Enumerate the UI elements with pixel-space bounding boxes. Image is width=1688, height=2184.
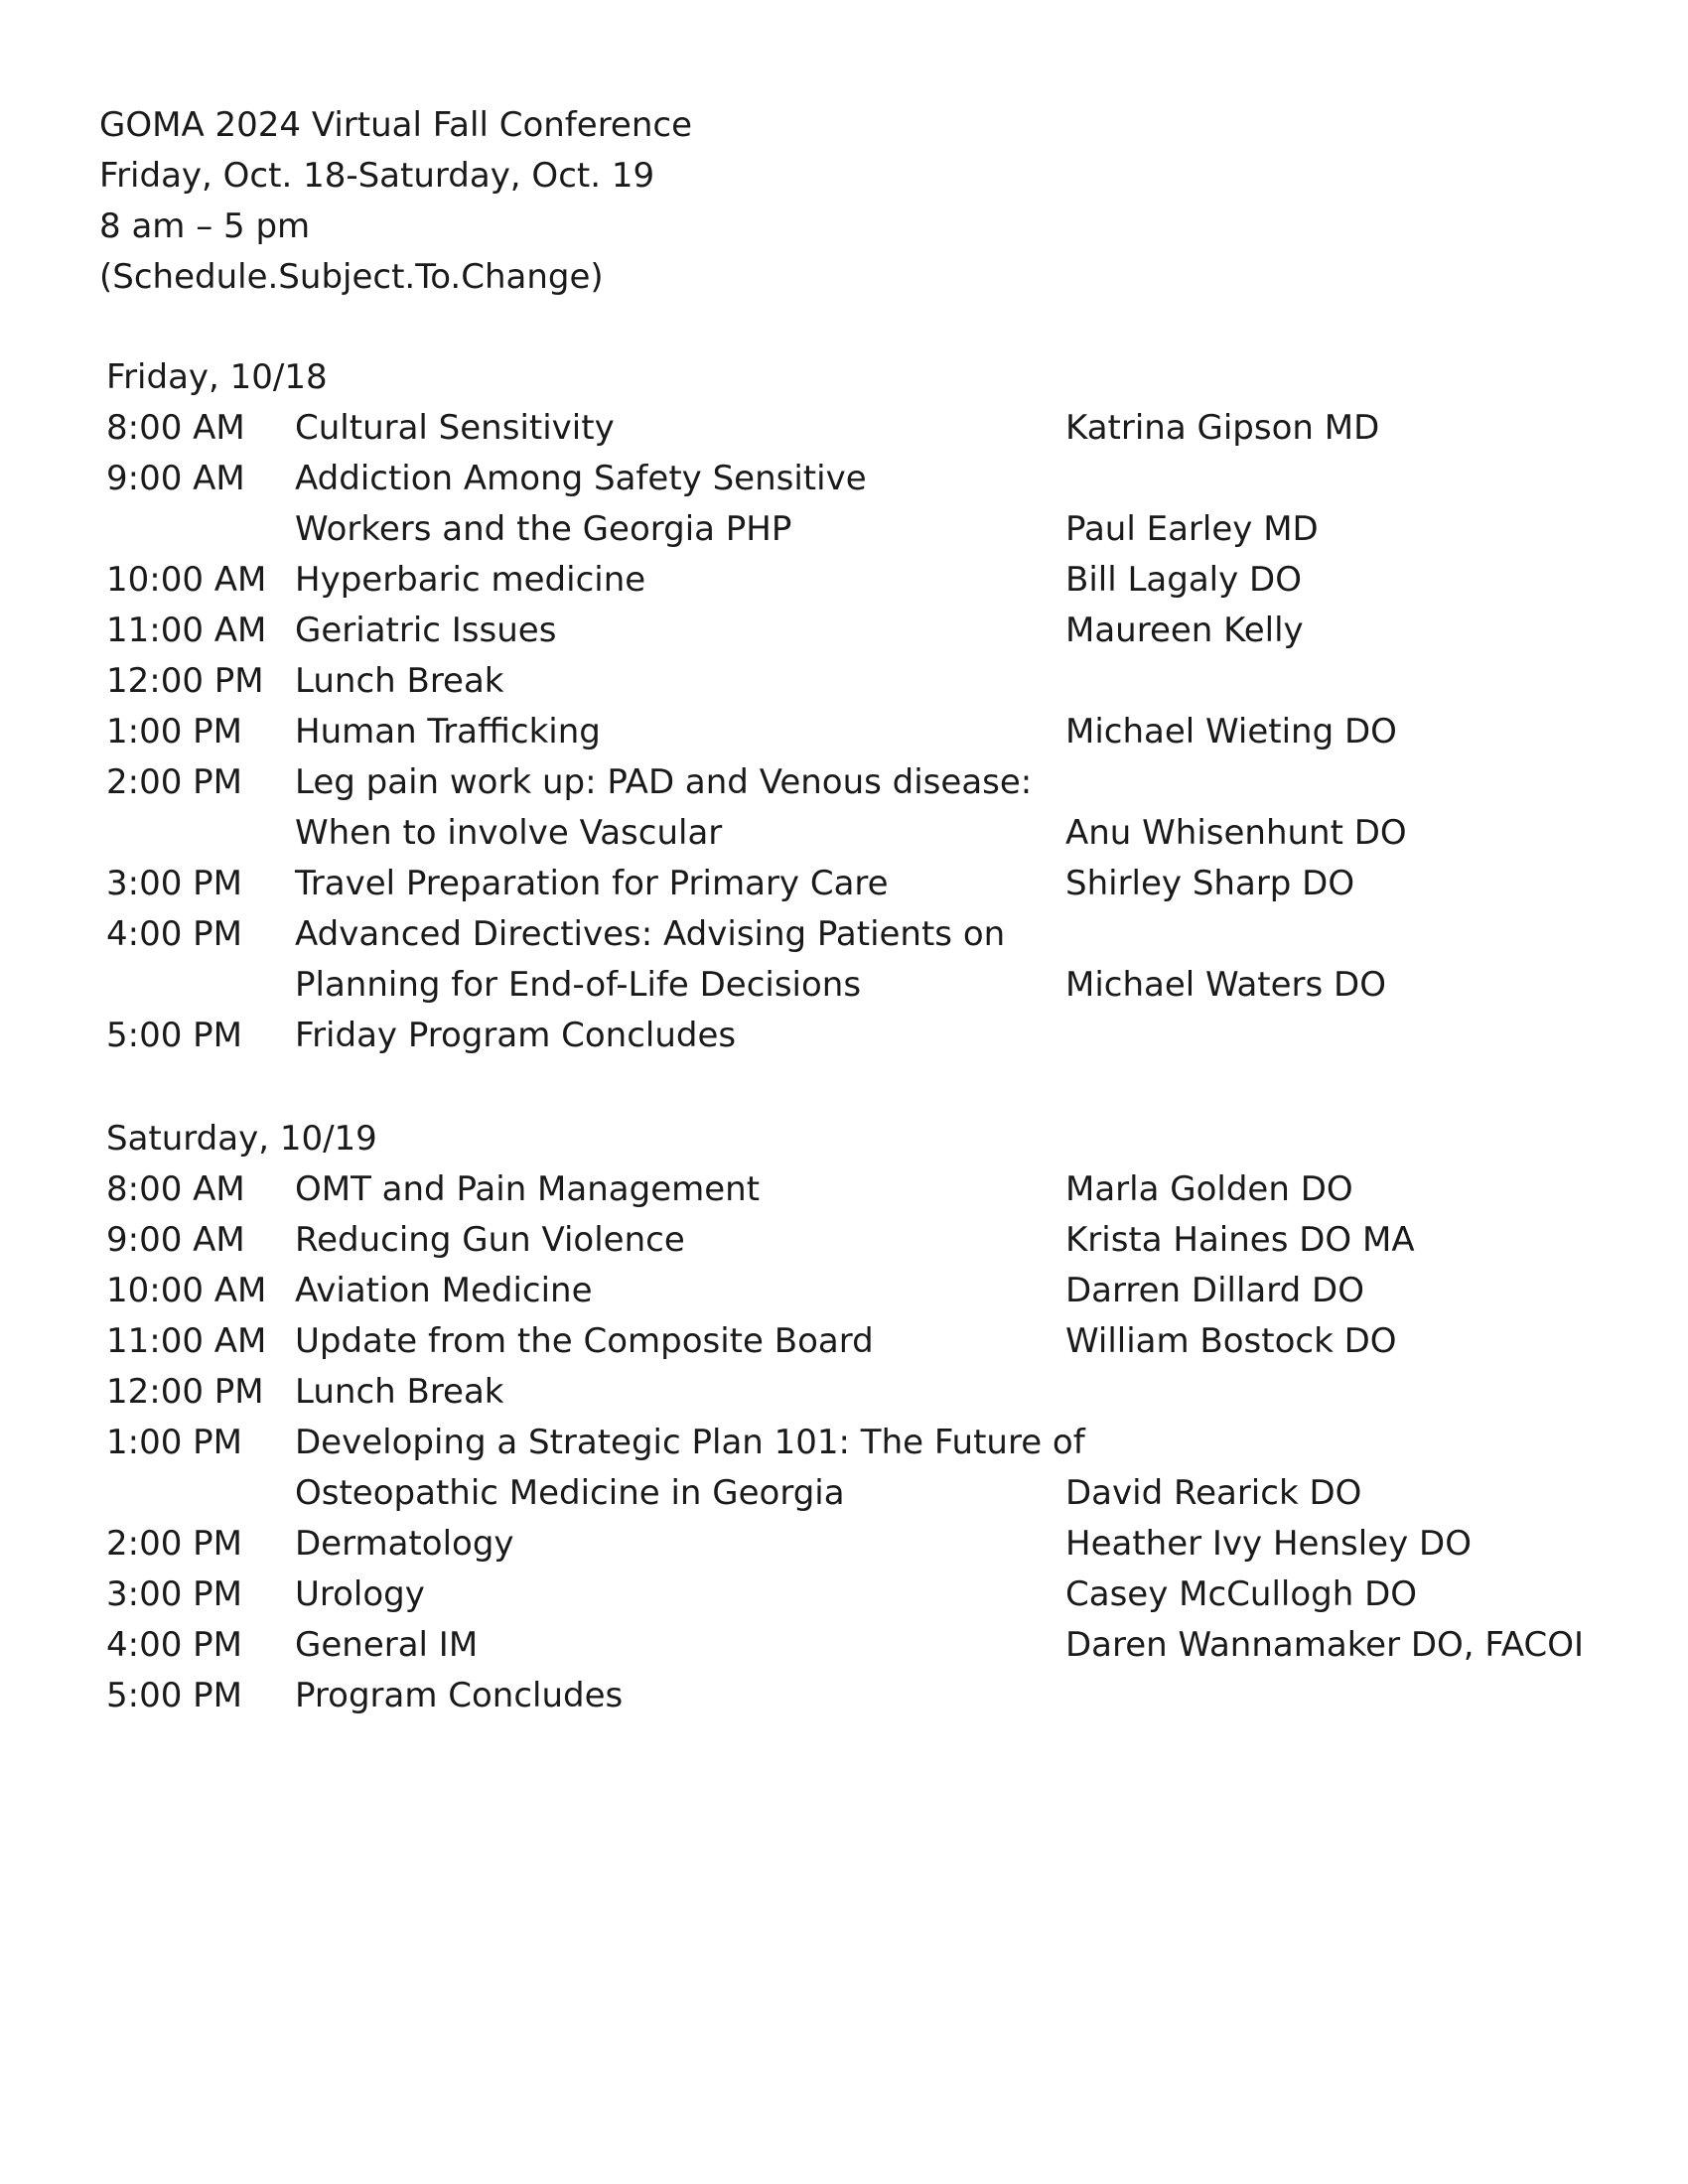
session-topic-line: Lunch Break: [295, 1372, 504, 1412]
schedule-row: [106, 555, 1655, 606]
session-topic: [295, 606, 1050, 656]
session-topic-line: Program Concludes: [295, 1676, 624, 1715]
conference-title: GOMA 2024 Virtual Fall Conference: [99, 105, 693, 145]
session-time: 1:00 PM: [106, 712, 242, 751]
day-heading: Friday, 10/18: [106, 357, 328, 397]
session-topic: [295, 454, 1050, 555]
session-topic-line: Aviation Medicine: [295, 1271, 593, 1310]
session-time: 2:00 PM: [106, 1524, 242, 1564]
session-topic-line: Developing a Strategic Plan 101: The Future of: [295, 1423, 1085, 1462]
session-topic-line: Planning for End-of-Life Decisions: [295, 965, 862, 1005]
session-topic: [295, 1519, 1050, 1570]
session-topic-line: Hyperbaric medicine: [295, 560, 646, 600]
session-topic-line: OMT and Pain Management: [295, 1169, 761, 1209]
schedule-row: [106, 1418, 1655, 1519]
session-speaker: William Bostock DO: [1065, 1321, 1397, 1361]
conference-dates: Friday, Oct. 18-Saturday, Oct. 19: [99, 156, 655, 196]
session-speaker: Bill Lagaly DO: [1065, 560, 1302, 600]
session-topic-line: Geriatric Issues: [295, 611, 557, 650]
session-topic-line: General IM: [295, 1625, 479, 1665]
schedule-row: [106, 1367, 1655, 1418]
session-topic: [295, 859, 1050, 909]
session-speaker: Casey McCullogh DO: [1065, 1574, 1418, 1614]
session-speaker: Katrina Gipson MD: [1065, 408, 1380, 448]
schedule-row: [106, 1316, 1655, 1367]
session-topic-line: Friday Program Concludes: [295, 1016, 737, 1055]
session-topic: [295, 757, 1050, 859]
session-topic-line: Osteopathic Medicine in Georgia: [295, 1473, 845, 1513]
session-time: 9:00 AM: [106, 459, 245, 498]
session-time: 8:00 AM: [106, 1169, 245, 1209]
session-speaker: Michael Wieting DO: [1065, 712, 1397, 751]
schedule-row: [106, 859, 1655, 909]
session-topic: [295, 1570, 1050, 1620]
session-time: 12:00 PM: [106, 661, 264, 701]
schedule-row: [106, 1164, 1655, 1215]
session-topic: [295, 403, 1050, 454]
session-topic-line: Reducing Gun Violence: [295, 1220, 685, 1260]
session-time: 8:00 AM: [106, 408, 245, 448]
session-topic: [295, 1620, 1050, 1671]
session-topic-line: Cultural Sensitivity: [295, 408, 615, 448]
session-time: 2:00 PM: [106, 762, 242, 802]
friday-schedule: [106, 352, 1655, 1061]
session-topic: [295, 1266, 1050, 1316]
schedule-note: (Schedule.Subject.To.Change): [99, 257, 604, 297]
session-topic-line: Workers and the Georgia PHP: [295, 509, 792, 549]
session-topic: [295, 1418, 1085, 1519]
session-topic-line: Dermatology: [295, 1524, 514, 1564]
schedule-row: [106, 909, 1655, 1011]
schedule-row: [106, 757, 1655, 859]
session-topic-line: Update from the Composite Board: [295, 1321, 874, 1361]
session-topic-line: Travel Preparation for Primary Care: [295, 864, 889, 903]
session-speaker: Marla Golden DO: [1065, 1169, 1353, 1209]
session-time: 5:00 PM: [106, 1676, 242, 1715]
session-time: 11:00 AM: [106, 1321, 267, 1361]
session-time: 4:00 PM: [106, 1625, 242, 1665]
session-topic: [295, 707, 1050, 757]
session-time: 5:00 PM: [106, 1016, 242, 1055]
session-time: 10:00 AM: [106, 560, 267, 600]
session-time: 1:00 PM: [106, 1423, 242, 1462]
session-topic: [295, 656, 1050, 707]
session-speaker: Maureen Kelly: [1065, 611, 1304, 650]
session-topic: [295, 1215, 1050, 1266]
conference-header: [99, 100, 1589, 303]
session-speaker: Darren Dillard DO: [1065, 1271, 1364, 1310]
session-topic-line: Advanced Directives: Advising Patients on: [295, 914, 1006, 954]
schedule-row: [106, 1620, 1655, 1671]
session-time: 12:00 PM: [106, 1372, 264, 1412]
session-topic-line: Leg pain work up: PAD and Venous disease:: [295, 762, 1033, 802]
session-speaker: Daren Wannamaker DO, FACOI: [1065, 1625, 1585, 1665]
session-time: 4:00 PM: [106, 914, 242, 954]
session-topic: [295, 555, 1050, 606]
session-topic: [295, 1671, 1050, 1721]
schedule-row: [106, 1570, 1655, 1620]
session-speaker: Anu Whisenhunt DO: [1065, 813, 1407, 853]
session-topic-line: When to involve Vascular: [295, 813, 723, 853]
session-speaker: Michael Waters DO: [1065, 965, 1386, 1005]
schedule-row: [106, 656, 1655, 707]
session-topic-line: Human Trafficking: [295, 712, 601, 751]
session-topic: [295, 1316, 1050, 1367]
session-time: 3:00 PM: [106, 1574, 242, 1614]
session-time: 11:00 AM: [106, 611, 267, 650]
session-time: 10:00 AM: [106, 1271, 267, 1310]
session-topic: [295, 1367, 1050, 1418]
session-speaker: Paul Earley MD: [1065, 509, 1319, 549]
session-speaker: David Rearick DO: [1065, 1473, 1362, 1513]
schedule-row: [106, 403, 1655, 454]
schedule-row: [106, 1215, 1655, 1266]
session-topic: [295, 909, 1050, 1011]
session-speaker: Krista Haines DO MA: [1065, 1220, 1415, 1260]
session-speaker: Shirley Sharp DO: [1065, 864, 1355, 903]
session-topic: [295, 1164, 1050, 1215]
schedule-row: [106, 1671, 1655, 1721]
schedule-row: [106, 606, 1655, 656]
day-heading: Saturday, 10/19: [106, 1119, 377, 1159]
schedule-row: [106, 1266, 1655, 1316]
session-topic-line: Urology: [295, 1574, 425, 1614]
session-topic-line: Lunch Break: [295, 661, 504, 701]
session-time: 9:00 AM: [106, 1220, 245, 1260]
session-topic-line: Addiction Among Safety Sensitive: [295, 459, 867, 498]
conference-hours: 8 am – 5 pm: [99, 206, 311, 246]
schedule-row: [106, 707, 1655, 757]
session-time: 3:00 PM: [106, 864, 242, 903]
schedule-row: [106, 1519, 1655, 1570]
saturday-schedule: [106, 1114, 1655, 1721]
session-speaker: Heather Ivy Hensley DO: [1065, 1524, 1472, 1564]
schedule-row: [106, 1011, 1655, 1061]
session-topic: [295, 1011, 1050, 1061]
schedule-row: [106, 454, 1655, 555]
